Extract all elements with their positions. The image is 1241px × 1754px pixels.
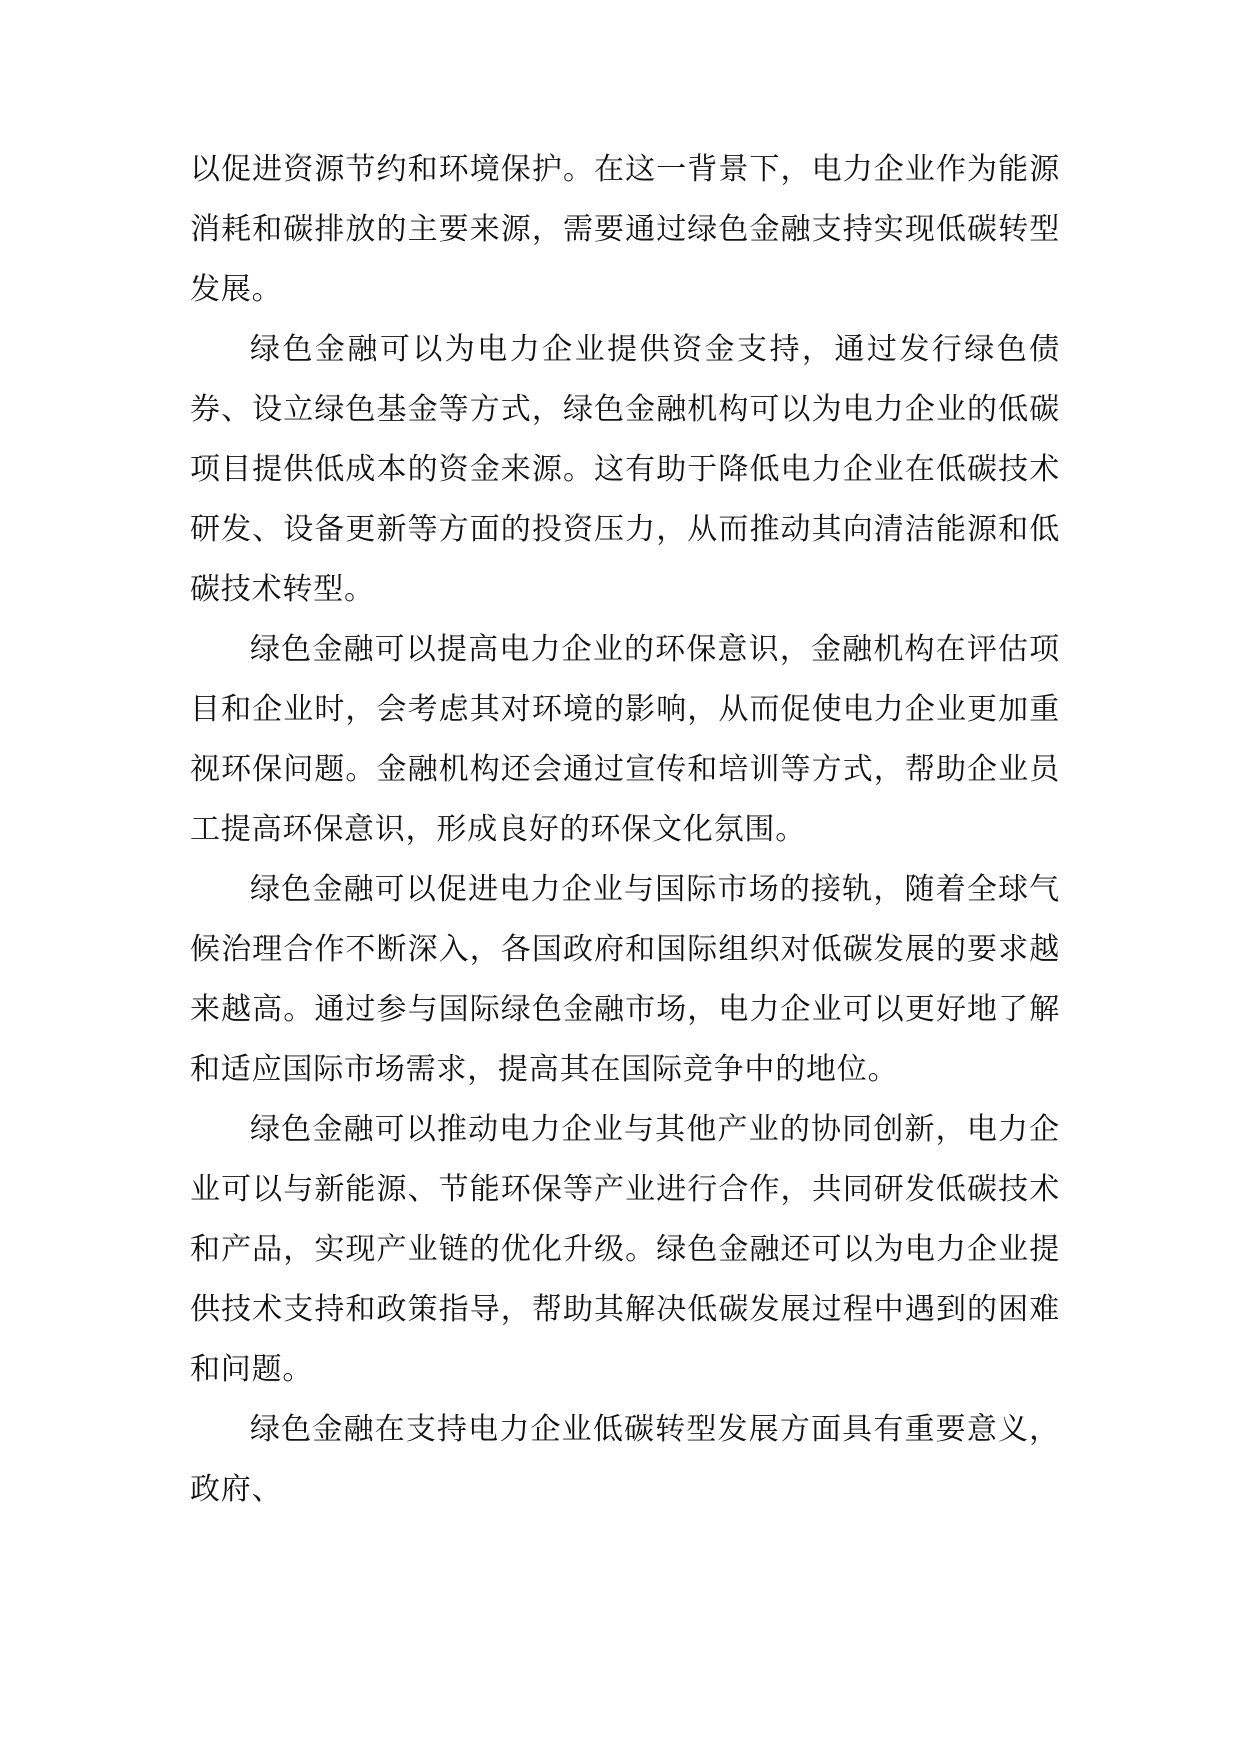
paragraph-2: 绿色金融可以为电力企业提供资金支持，通过发行绿色债券、设立绿色基金等方式，绿色金融机构可以为电力企业的低碳项目提供低成本的资金来源。这有助于降低电力企业在低碳技术研发、设备更新等方面的投资压力，从而推动其向清洁能源和低碳技术转型。 [190,332,1060,607]
document-body [190,140,1060,1520]
paragraph-5: 绿色金融可以推动电力企业与其他产业的协同创新，电力企业可以与新能源、节能环保等产业进行合作，共同研发低碳技术和产品，实现产业链的优化升级。绿色金融还可以为电力企业提供技术支持和政策指导，帮助其解决低碳发展过程中遇到的困难和问题。 [190,1112,1060,1387]
paragraph-3: 绿色金融可以提高电力企业的环保意识，金融机构在评估项目和企业时，会考虑其对环境的影响，从而促使电力企业更加重视环保问题。金融机构还会通过宣传和培训等方式，帮助企业员工提高环保意识，形成良好的环保文化氛围。 [190,632,1060,847]
paragraph-1: 以促进资源节约和环境保护。在这一背景下，电力企业作为能源消耗和碳排放的主要来源，需要通过绿色金融支持实现低碳转型发展。 [190,152,1060,307]
paragraph-6: 绿色金融在支持电力企业低碳转型发展方面具有重要意义，政府、 [190,1412,1060,1507]
paragraph-4: 绿色金融可以促进电力企业与国际市场的接轨，随着全球气候治理合作不断深入，各国政府和国际组织对低碳发展的要求越来越高。通过参与国际绿色金融市场，电力企业可以更好地了解和适应国际市场需求，提高其在国际竞争中的地位。 [190,872,1060,1087]
